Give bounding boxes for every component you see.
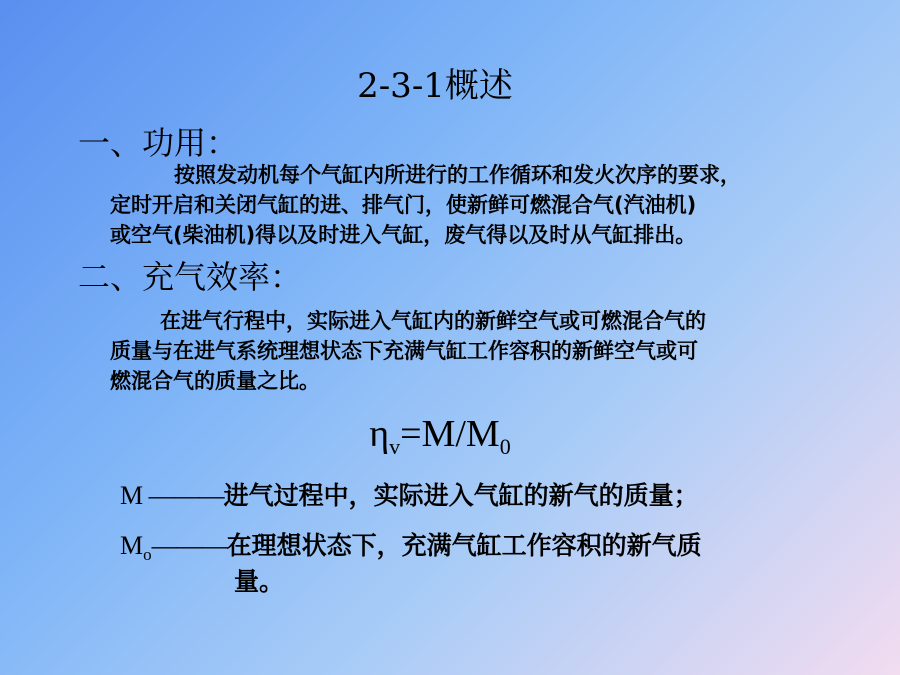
formula-m-subscript: 0 — [499, 434, 511, 459]
section-heading-charging-efficiency: 二、充气效率： — [78, 258, 303, 296]
paragraph-line: 燃混合气的质量之比。 — [110, 369, 320, 393]
definition-symbol: M — [120, 481, 144, 510]
paragraph-line: 或空气(柴油机)得以及时进入气缸，废气得以及时从气缸排出。 — [110, 223, 697, 247]
definition-symbol-subscript: o — [143, 545, 152, 564]
paragraph-line: 在进气行程中，实际进入气缸内的新鲜空气或可燃混合气的 — [160, 309, 706, 333]
formula-eta-subscript: v — [389, 434, 401, 459]
definition-m — [120, 476, 699, 512]
slide-title: 2-3-1概述 — [357, 66, 513, 106]
paragraph-line: 定时开启和关闭气缸的进、排气门，使新鲜可燃混合气(汽油机) — [110, 193, 697, 217]
function-paragraph — [110, 160, 850, 250]
formula-ratio: =M/M — [400, 413, 500, 455]
definition-symbol: M — [120, 531, 144, 560]
formula-eta: η — [369, 413, 390, 455]
definition-continuation: 量。 — [234, 567, 285, 596]
definition-text: 进气过程中，实际进入气缸的新气的质量； — [223, 481, 699, 510]
definition-dash: ——— — [143, 481, 224, 510]
definition-dash: ——— — [151, 531, 227, 560]
definition-m0 — [120, 526, 702, 565]
efficiency-paragraph — [110, 306, 850, 396]
efficiency-formula — [0, 412, 880, 460]
paragraph-line: 按照发动机每个气缸内所进行的工作循环和发火次序的要求， — [174, 163, 741, 187]
paragraph-line: 质量与在进气系统理想状态下充满气缸工作容积的新鲜空气或可 — [110, 339, 698, 363]
section-heading-function: 一、功用： — [78, 124, 239, 162]
definition-text: 在理想状态下，充满气缸工作容积的新气质 — [226, 531, 702, 560]
